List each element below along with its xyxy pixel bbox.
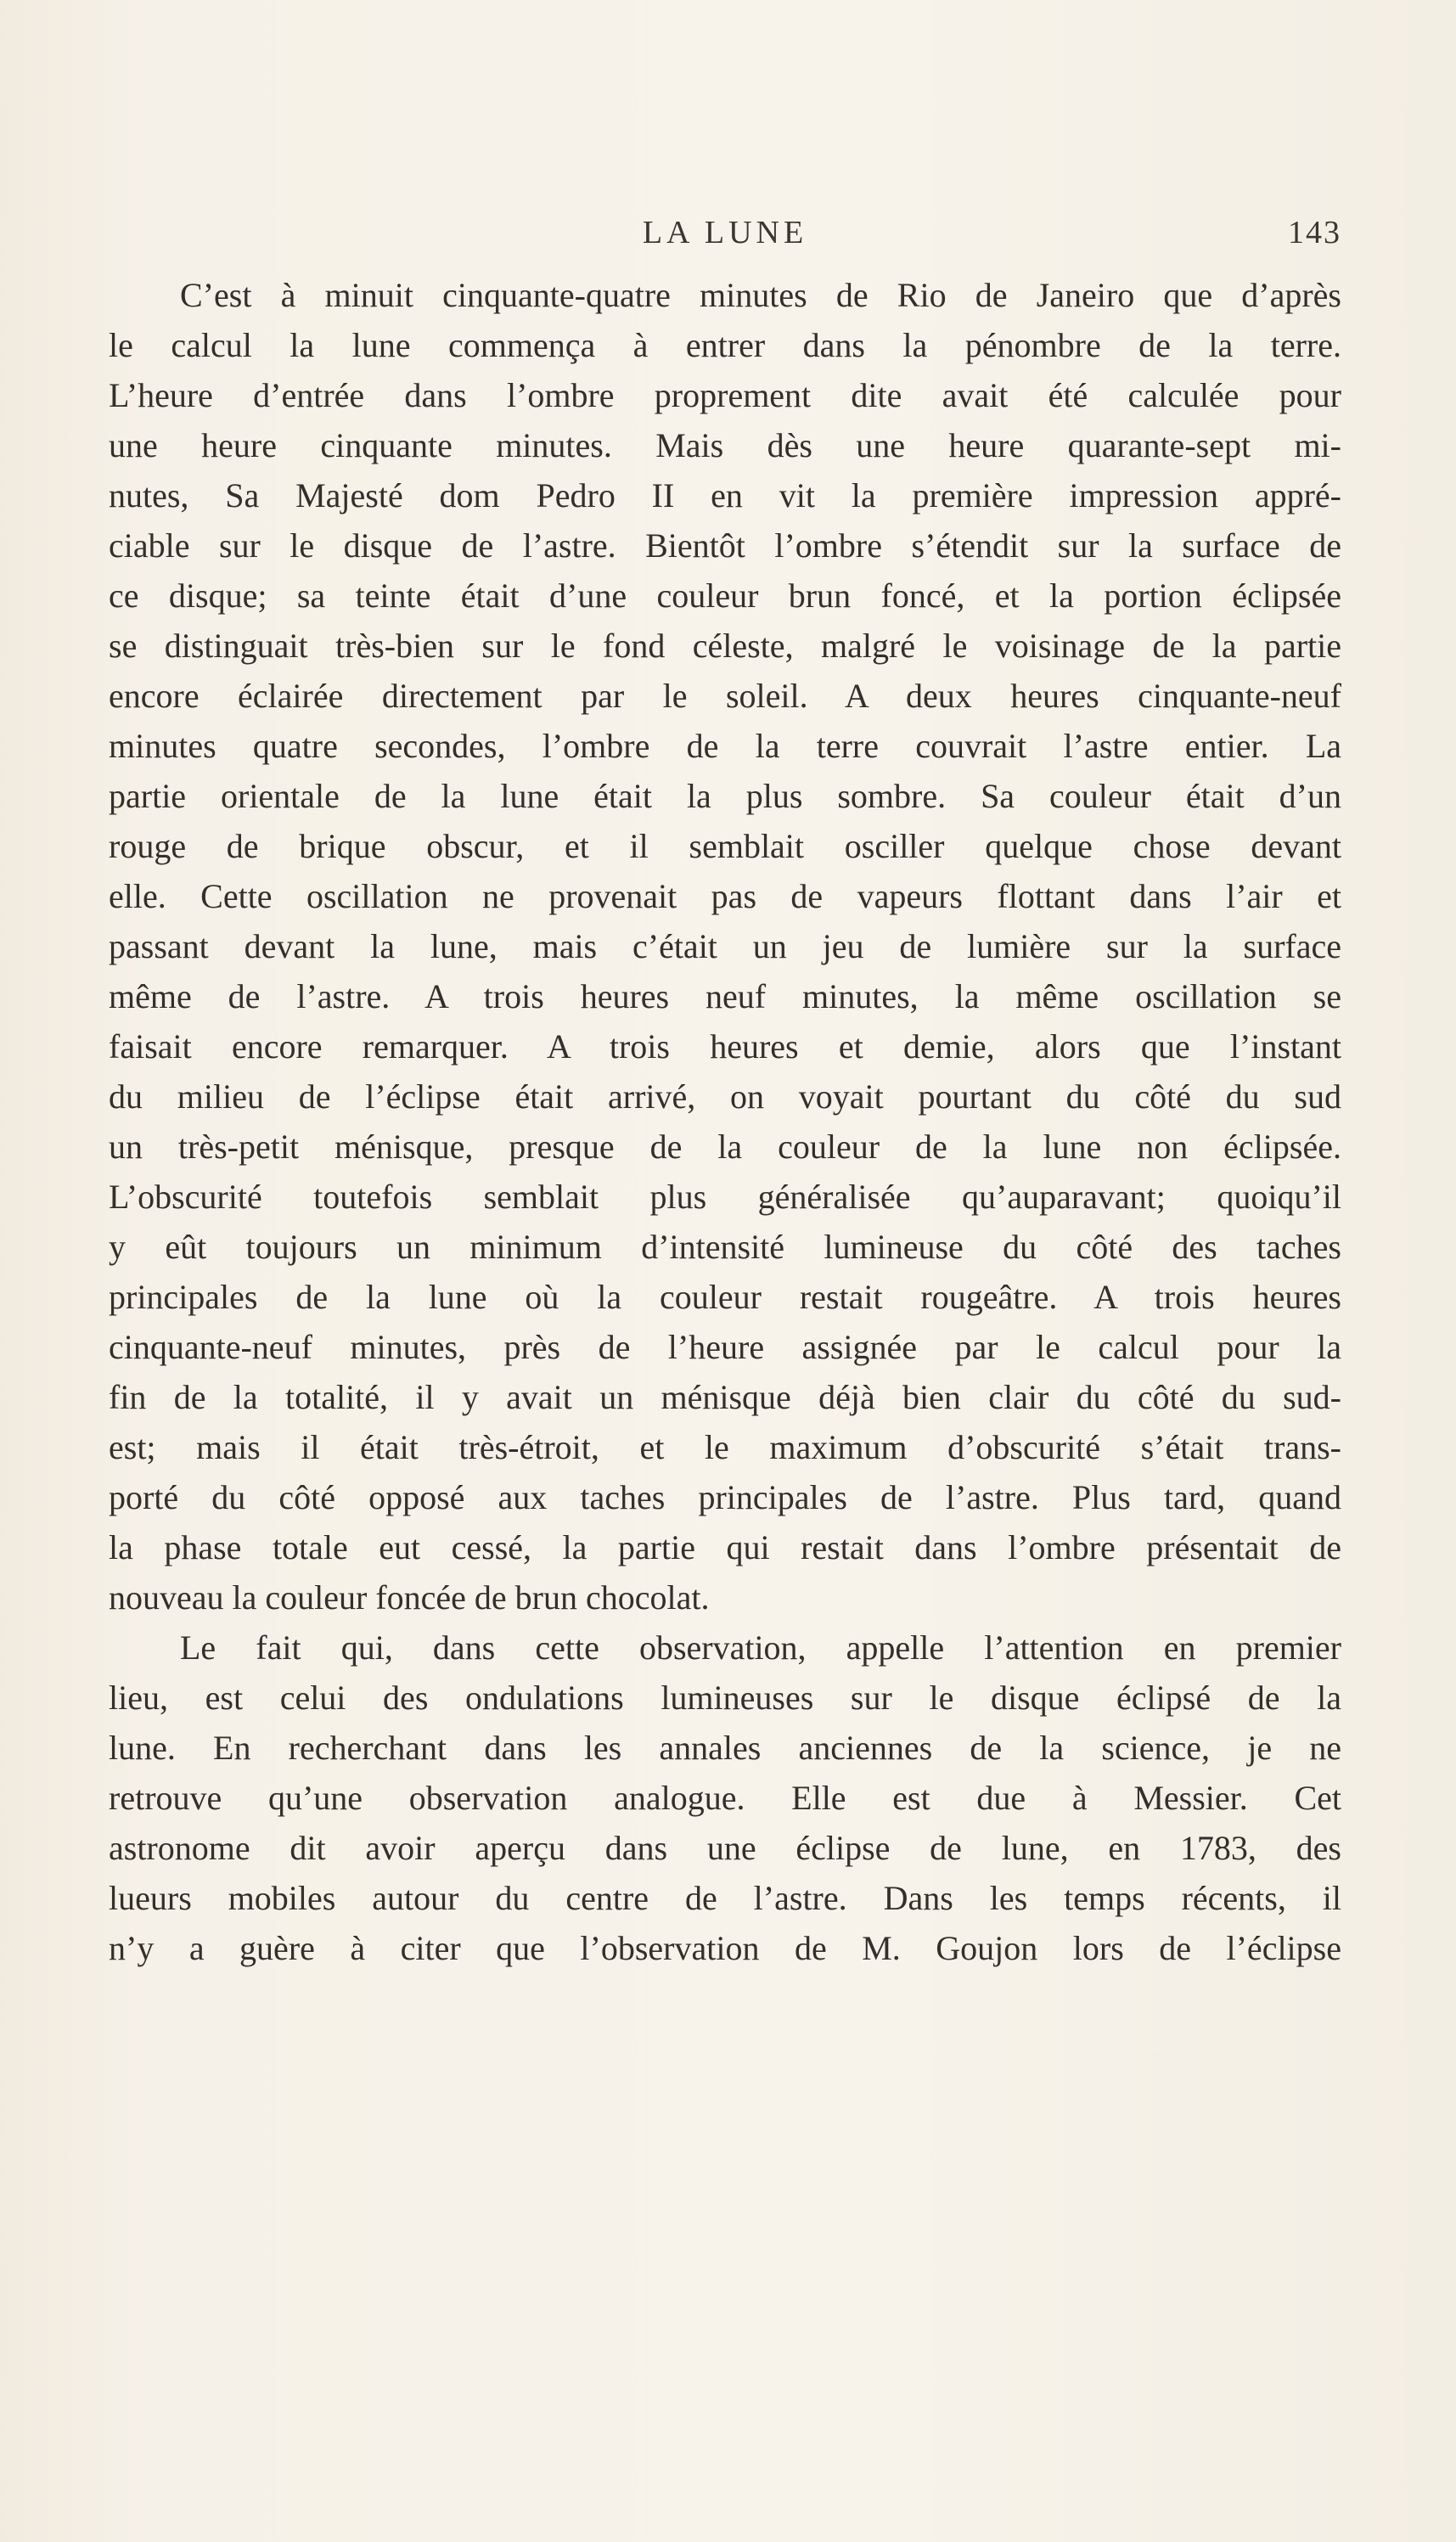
text-line: lueurs mobiles autour du centre de l’astre. Dans les temps récents, il — [109, 1879, 1341, 1917]
text-line: est; mais il était très-étroit, et le maximum d’obscurité s’était trans- — [109, 1428, 1341, 1466]
text-line: la phase totale eut cessé, la partie qui restait dans l’ombre présentait de — [109, 1528, 1341, 1566]
text-line: y eût toujours un minimum d’intensité lumineuse du côté des taches — [109, 1228, 1341, 1266]
text-line: lieu, est celui des ondulations lumineuses sur le disque éclipsé de la — [109, 1679, 1341, 1717]
page-number: 143 — [1288, 215, 1341, 250]
text-line: minutes quatre secondes, l’ombre de la terre couvrait l’astre entier. La — [109, 727, 1341, 765]
text-line: porté du côté opposé aux taches principales de l’astre. Plus tard, quand — [109, 1478, 1341, 1516]
text-line: L’obscurité toutefois semblait plus généralisée qu’auparavant; quoiqu’il — [109, 1178, 1341, 1216]
text-line: elle. Cette oscillation ne provenait pas de vapeurs flottant dans l’air et — [109, 877, 1341, 915]
text-line: ce disque; sa teinte était d’une couleur brun foncé, et la portion éclipsée — [109, 576, 1341, 615]
paragraph-1 — [109, 270, 1341, 1622]
text-line: passant devant la lune, mais c’était un jeu de lumière sur la surface — [109, 927, 1341, 965]
text-line: Le fait qui, dans cette observation, appelle l’attention en premier — [180, 1628, 1341, 1667]
text-line: le calcul la lune commença à entrer dans la pénombre de la terre. — [109, 326, 1341, 364]
text-line: astronome dit avoir aperçu dans une éclipse de lune, en 1783, des — [109, 1829, 1341, 1867]
body-text — [109, 270, 1341, 1973]
text-line: lune. En recherchant dans les annales anciennes de la science, je ne — [109, 1729, 1341, 1767]
running-title: LA LUNE — [642, 215, 808, 250]
text-line: nutes, Sa Majesté dom Pedro II en vit la première impression appré- — [109, 476, 1341, 515]
text-line: ciable sur le disque de l’astre. Bientôt l’ombre s’étendit sur la surface de — [109, 526, 1341, 565]
text-line: faisait encore remarquer. A trois heures et demie, alors que l’instant — [109, 1027, 1341, 1066]
text-line: se distinguait très-bien sur le fond céleste, malgré le voisinage de la partie — [109, 627, 1341, 665]
text-line: rouge de brique obscur, et il semblait osciller quelque chose devant — [109, 827, 1341, 865]
text-line: L’heure d’entrée dans l’ombre proprement dite avait été calculée pour — [109, 376, 1341, 414]
text-line: n’y a guère à citer que l’observation de M. Goujon lors de l’éclipse — [109, 1929, 1341, 1967]
text-line: partie orientale de la lune était la plus sombre. Sa couleur était d’un — [109, 777, 1341, 815]
text-line: C’est à minuit cinquante-quatre minutes de Rio de Janeiro que d’après — [180, 276, 1341, 314]
text-line: nouveau la couleur foncée de brun chocolat. — [109, 1578, 710, 1617]
text-line: un très-petit ménisque, presque de la couleur de la lune non éclipsée. — [109, 1128, 1341, 1166]
text-line: une heure cinquante minutes. Mais dès une heure quarante-sept mi- — [109, 426, 1341, 464]
text-line: principales de la lune où la couleur restait rougeâtre. A trois heures — [109, 1278, 1341, 1316]
text-line: retrouve qu’une observation analogue. Elle est due à Messier. Cet — [109, 1779, 1341, 1817]
text-line: encore éclairée directement par le soleil. A deux heures cinquante-neuf — [109, 677, 1341, 715]
text-line: même de l’astre. A trois heures neuf minutes, la même oscillation se — [109, 977, 1341, 1015]
text-line: du milieu de l’éclipse était arrivé, on voyait pourtant du côté du sud — [109, 1077, 1341, 1116]
paragraph-2 — [109, 1622, 1341, 1973]
page-header — [109, 214, 1341, 265]
text-line: fin de la totalité, il y avait un ménisque déjà bien clair du côté du sud- — [109, 1378, 1341, 1416]
text-line: cinquante-neuf minutes, près de l’heure assignée par le calcul pour la — [109, 1328, 1341, 1366]
